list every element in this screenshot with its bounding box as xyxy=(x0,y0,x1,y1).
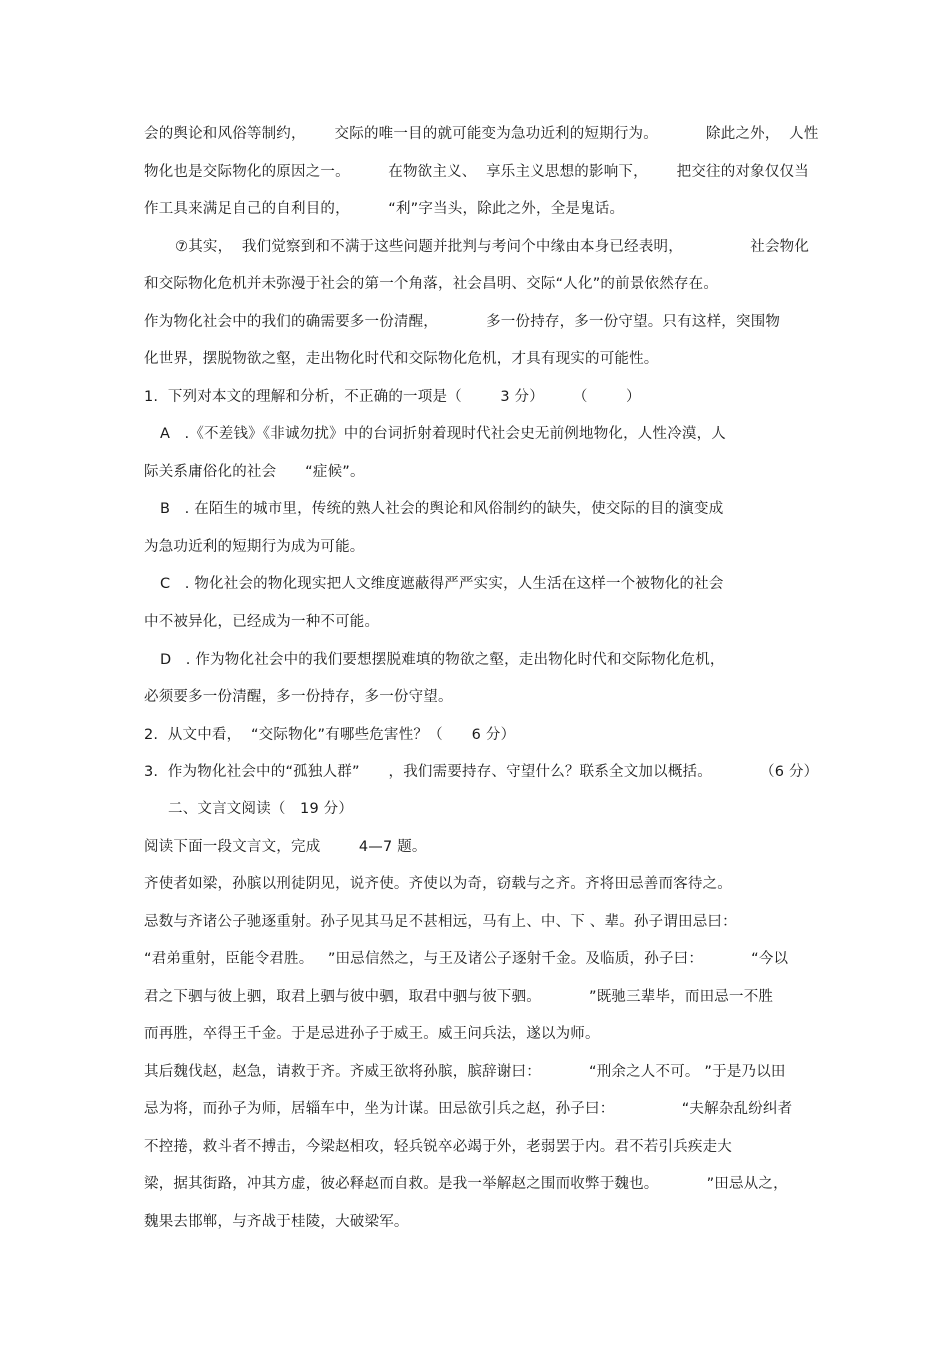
question-2: 2. 从文中看， “交际物化”有哪些危害性？（ 6 分） xyxy=(144,727,516,743)
text-line: ⑦其实， 我们觉察到和不满于这些问题并批判与考问个中缘由本身已经表明， 社会物化 xyxy=(175,239,810,255)
text-line: 忌为将，而孙子为师，居辎车中，坐为计谋。田忌欲引兵之赵，孙子曰： “夫解杂乱纷纠者 xyxy=(144,1101,793,1117)
text-line: “君弟重射，臣能令君胜。 ”田忌信然之，与王及诸公子逐射千金。及临质，孙子曰： “今以 xyxy=(144,951,789,967)
text-line: 魏果去邯郸，与齐战于桂陵，大破梁军。 xyxy=(144,1214,409,1230)
question-1: 1. 下列对本文的理解和分析，不正确的一项是（ 3 分） （ ） xyxy=(144,389,641,405)
section-heading: 二、文言文阅读（ 19 分） xyxy=(168,801,354,817)
text-line: 和交际物化危机并未弥漫于社会的第一个角落，社会昌明、交际“人化”的前景依然存在。 xyxy=(144,276,719,292)
option-b: B . 在陌生的城市里，传统的熟人社会的舆论和风俗制约的缺失，使交际的目的演变成 xyxy=(160,501,724,517)
text-line: 际关系庸俗化的社会 “症候”。 xyxy=(144,464,365,480)
text-line: 而再胜，卒得王千金。于是忌进孙子于威王。威王问兵法，遂以为师。 xyxy=(144,1026,600,1042)
text-line: 阅读下面一段文言文，完成 4—7 题。 xyxy=(144,839,427,855)
text-line: 必须要多一份清醒，多一份持存，多一份守望。 xyxy=(144,689,453,705)
text-line: 其后魏伐赵，赵急，请救于齐。齐威王欲将孙膑，膑辞谢曰： “刑余之人不可。 ”于是乃以田 xyxy=(144,1064,786,1080)
question-3: 3. 作为物化社会中的“孤独人群” ，我们需要持存、守望什么？联系全文加以概括。 （6 分） xyxy=(144,764,819,780)
text-line: 物化也是交际物化的原因之一。 在物欲主义、 享乐主义思想的影响下， 把交往的对象仅仅当 xyxy=(144,164,809,180)
text-line: 作工具来满足自己的自利目的， “利”字当头，除此之外，全是鬼话。 xyxy=(144,201,625,217)
text-line: 化世界，摆脱物欲之壑，走出物化时代和交际物化危机，才具有现实的可能性。 xyxy=(144,351,659,367)
text-line: 会的舆论和风俗等制约， 交际的唯一目的就可能变为急功近利的短期行为。 除此之外， 人性 xyxy=(144,126,819,142)
option-c: C . 物化社会的物化现实把人文维度遮蔽得严严实实，人生活在这样一个被物化的社会 xyxy=(160,576,724,592)
text-line: 君之下驷与彼上驷，取君上驷与彼中驷，取君中驷与彼下驷。 ”既驰三辈毕，而田忌一不胜 xyxy=(144,989,774,1005)
text-line: 作为物化社会中的我们的确需要多一份清醒， 多一份持存，多一份守望。只有这样，突围物 xyxy=(144,314,781,330)
text-line: 为急功近利的短期行为成为可能。 xyxy=(144,539,365,555)
text-line: 忌数与齐诸公子驰逐重射。孙子见其马足不甚相远，马有上、中、下 、辈。孙子谓田忌曰： xyxy=(144,914,737,930)
option-d: D . 作为物化社会中的我们要想摆脱难填的物欲之壑，走出物化时代和交际物化危机， xyxy=(160,652,725,668)
option-a: A .《不差钱》《非诚勿扰》中的台词折射着现时代社会史无前例地物化，人性冷漠，人 xyxy=(160,426,727,442)
text-line: 梁，据其街路，冲其方虚，彼必释赵而自救。是我一举解赵之围而收弊于魏也。 ”田忌从之， xyxy=(144,1176,788,1192)
text-line: 齐使者如梁，孙膑以刑徒阴见，说齐使。齐使以为奇，窃载与之齐。齐将田忌善而客待之。 xyxy=(144,876,732,892)
text-line: 不控捲，救斗者不搏击，今梁赵相攻，轻兵锐卒必竭于外，老弱罢于内。君不若引兵疾走大 xyxy=(144,1139,732,1155)
text-line: 中不被异化，已经成为一种不可能。 xyxy=(144,614,380,630)
